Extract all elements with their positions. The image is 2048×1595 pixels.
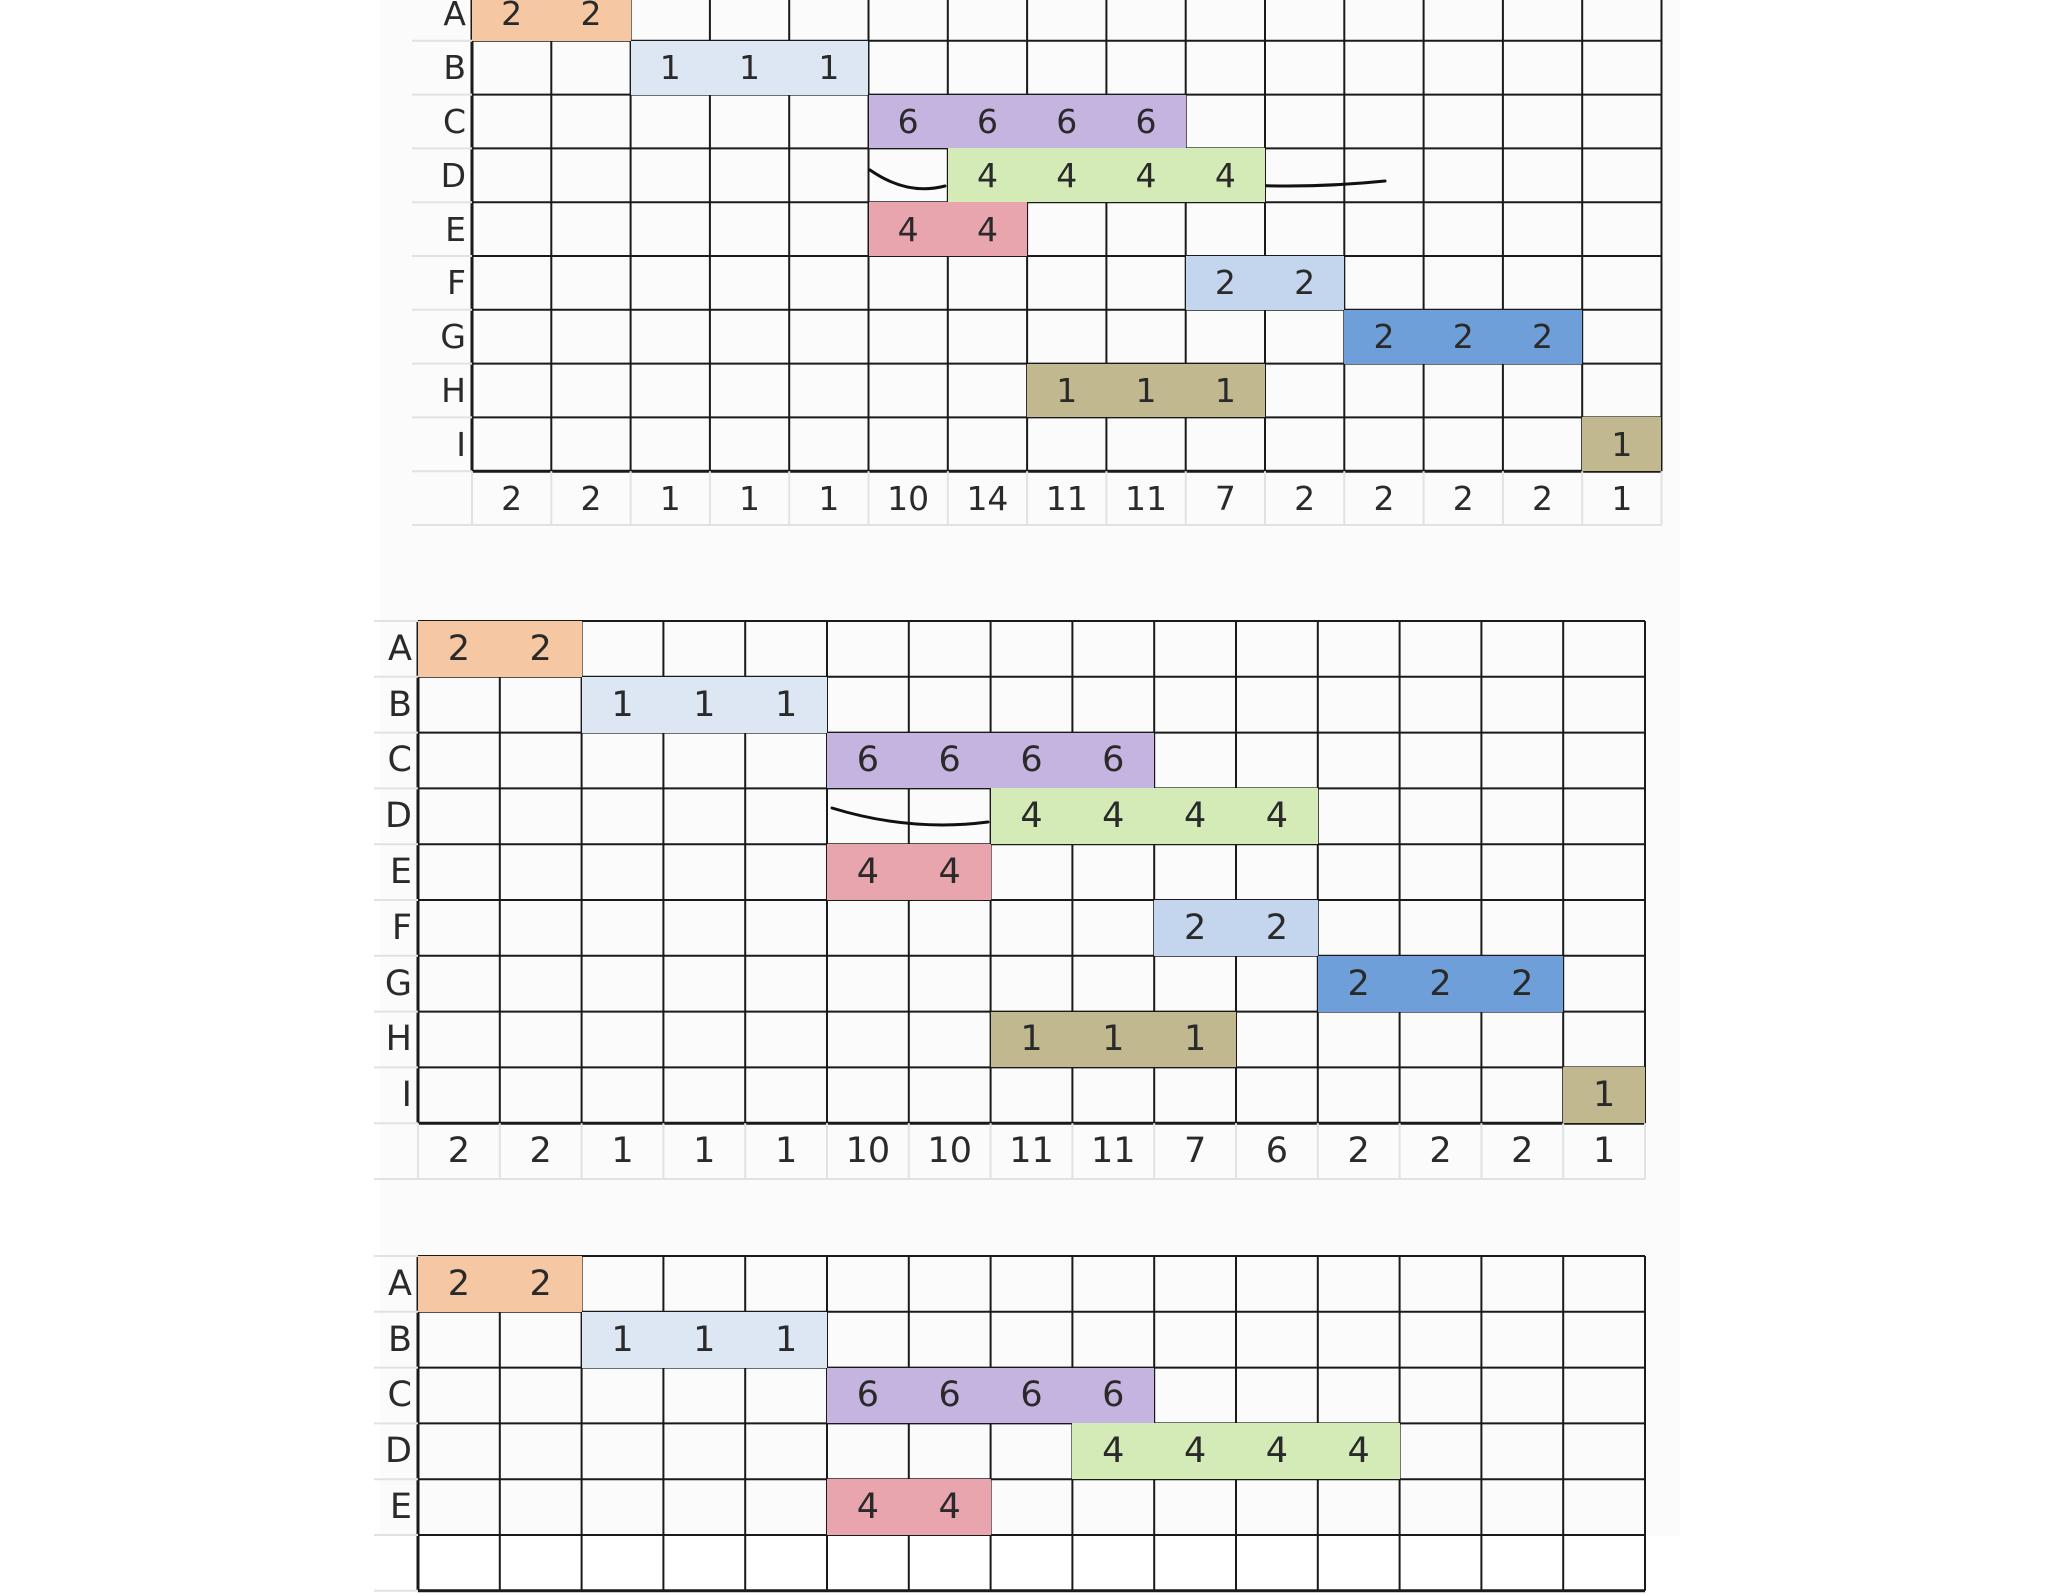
cell-value: 1: [693, 1319, 716, 1360]
column-total: 2: [529, 1131, 552, 1172]
cell-value: 2: [529, 628, 552, 669]
cell-value: 4: [1265, 796, 1289, 837]
cell-value: 2: [1429, 963, 1452, 1004]
column-total: 10: [845, 1131, 891, 1172]
cell-value: 2: [1347, 963, 1370, 1004]
cell-value: 1: [611, 684, 634, 725]
column-total: 11: [1091, 1131, 1136, 1172]
row-label-h: H: [385, 1019, 412, 1060]
cell-value: 1: [1135, 370, 1157, 410]
cell-value: 2: [447, 1263, 471, 1304]
cell-value: 4: [1102, 796, 1125, 837]
row-label-b: B: [387, 684, 412, 725]
column-total: 1: [739, 478, 761, 518]
schedule-table-3: [374, 1256, 1645, 1591]
row-label-h: H: [441, 370, 466, 410]
cell-value: 2: [1511, 963, 1534, 1004]
cell-value: 2: [1373, 317, 1395, 357]
cell-value: 4: [1183, 796, 1207, 837]
cell-value: 2: [447, 628, 471, 669]
cell-value: 6: [938, 1375, 961, 1416]
column-total: 1: [1611, 478, 1633, 518]
cell-value: 4: [856, 852, 880, 893]
cell-value: 1: [1611, 424, 1633, 464]
cell-value: 1: [1056, 370, 1078, 410]
cell-value: 6: [1020, 740, 1043, 781]
column-total: 11: [1125, 478, 1168, 518]
row-label-a: A: [443, 0, 466, 34]
cell-value: 6: [976, 101, 998, 141]
column-total: 10: [927, 1131, 972, 1172]
column-total: 11: [1045, 478, 1088, 518]
cell-value: 1: [1020, 1019, 1043, 1060]
column-total: 1: [659, 478, 681, 518]
cell-value: 2: [1452, 317, 1474, 357]
column-total: 14: [966, 478, 1009, 518]
row-label-b: B: [443, 48, 466, 88]
row-label-a: A: [388, 628, 412, 669]
cell-value: 6: [856, 1375, 880, 1416]
column-total: 7: [1214, 478, 1236, 518]
cell-value: 1: [774, 684, 798, 725]
row-label-b: B: [387, 1319, 412, 1360]
cell-value: 1: [693, 684, 716, 725]
column-total: 2: [1532, 478, 1554, 518]
row-label-d: D: [385, 796, 412, 837]
schedule-table-1: [412, 0, 1662, 525]
column-total: 2: [447, 1131, 471, 1172]
grid-lines: [412, 0, 1666, 529]
column-total: 2: [1452, 478, 1474, 518]
cell-value: 1: [1592, 1075, 1616, 1116]
cell-value: 4: [1102, 1431, 1125, 1472]
cell-value: 1: [1214, 370, 1236, 410]
column-total: 1: [1592, 1131, 1616, 1172]
row-label-c: C: [387, 740, 412, 781]
cell-value: 1: [774, 1319, 798, 1360]
cell-value: 6: [1135, 101, 1157, 141]
cell-value: 4: [1214, 155, 1236, 195]
cell-value: 6: [1102, 740, 1125, 781]
cell-value: 6: [938, 740, 961, 781]
cell-value: 4: [938, 1487, 961, 1528]
cell-value: 2: [1294, 263, 1316, 303]
cell-value: 6: [856, 740, 880, 781]
row-label-f: F: [447, 263, 466, 303]
cell-value: 4: [938, 852, 961, 893]
column-total: 11: [1009, 1131, 1054, 1172]
row-label-g: G: [440, 317, 466, 357]
row-label-c: C: [442, 101, 466, 141]
row-label-c: C: [387, 1375, 412, 1416]
row-label-i: I: [456, 424, 466, 464]
row-label-e: E: [389, 852, 412, 893]
row-label-g: G: [384, 963, 412, 1004]
cell-value: 6: [1020, 1375, 1043, 1416]
column-total: 7: [1183, 1131, 1207, 1172]
grid-lines: [374, 621, 1649, 1183]
column-total: 6: [1265, 1131, 1289, 1172]
row-label-e: E: [389, 1487, 412, 1528]
cell-value: 4: [897, 209, 919, 249]
column-total: 2: [1294, 478, 1316, 518]
cell-value: 6: [897, 101, 919, 141]
cell-value: 4: [1020, 796, 1043, 837]
column-total: 2: [1429, 1131, 1452, 1172]
cell-value: 1: [739, 48, 761, 88]
cell-value: 2: [580, 0, 602, 34]
cell-value: 6: [1056, 101, 1078, 141]
cell-value: 6: [1102, 1375, 1125, 1416]
column-total: 1: [693, 1131, 716, 1172]
cell-value: 2: [529, 1263, 552, 1304]
cell-value: 2: [1265, 907, 1289, 948]
column-total: 10: [887, 478, 930, 518]
cell-value: 4: [976, 209, 998, 249]
cell-value: 2: [501, 0, 523, 34]
row-label-i: I: [401, 1075, 412, 1116]
cell-value: 4: [1265, 1431, 1289, 1472]
row-label-f: F: [391, 907, 412, 948]
cell-value: 4: [856, 1487, 880, 1528]
cell-value: 2: [1532, 317, 1554, 357]
column-total: 2: [580, 478, 602, 518]
cell-value: 2: [1214, 263, 1236, 303]
cell-value: 2: [1183, 907, 1207, 948]
row-label-e: E: [445, 209, 466, 249]
cell-value: 4: [976, 155, 998, 195]
schedule-table-2: [374, 621, 1645, 1179]
row-label-d: D: [440, 155, 466, 195]
cell-value: 1: [1102, 1019, 1125, 1060]
cell-value: 1: [818, 48, 840, 88]
cell-value: 4: [1347, 1431, 1370, 1472]
column-total: 2: [1373, 478, 1395, 518]
cell-value: 4: [1183, 1431, 1207, 1472]
row-label-d: D: [385, 1431, 412, 1472]
pen-annotation: [832, 808, 988, 825]
column-total: 2: [1347, 1131, 1370, 1172]
column-total: 2: [1511, 1131, 1534, 1172]
pen-annotation: [870, 170, 945, 189]
column-total: 1: [774, 1131, 798, 1172]
cell-value: 4: [1056, 155, 1078, 195]
cell-value: 4: [1135, 155, 1157, 195]
cell-value: 1: [1183, 1019, 1207, 1060]
column-total: 1: [818, 478, 840, 518]
column-total: 1: [611, 1131, 634, 1172]
cell-value: 1: [659, 48, 681, 88]
row-label-a: A: [388, 1263, 412, 1304]
cell-value: 1: [611, 1319, 634, 1360]
column-total: 2: [501, 478, 523, 518]
